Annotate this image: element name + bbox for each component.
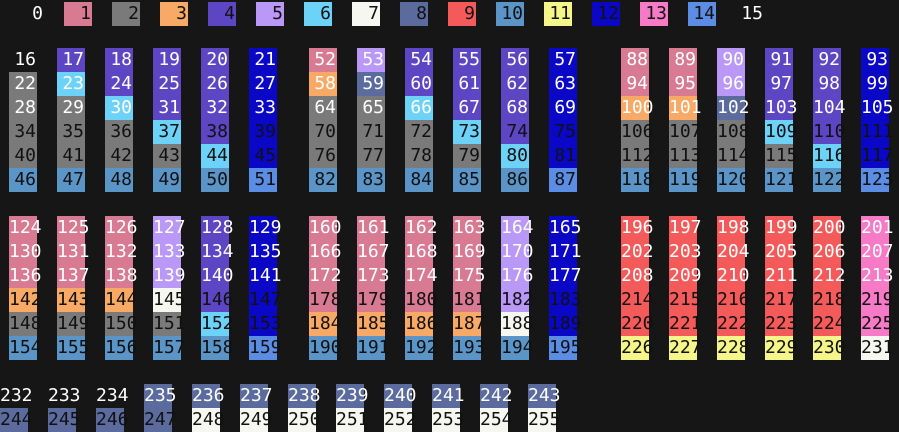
cube-color-cell: 122: [813, 169, 846, 190]
cube-color-cell: 55: [453, 48, 481, 72]
cube-color-cell: 155: [57, 337, 90, 358]
cube-color-cell: 222: [717, 313, 750, 334]
grayscale-color-cell: 240: [384, 385, 417, 406]
grayscale-color-cell: 248: [192, 409, 225, 430]
grayscale-color-cell: 252: [384, 409, 417, 430]
grayscale-color-cell: 242: [480, 385, 513, 406]
cube-color-cell: 153: [249, 313, 282, 334]
cube-color-cell: 182: [501, 289, 534, 310]
cube-color-cell: 215: [669, 289, 702, 310]
cube-color-cell: 174: [405, 265, 438, 286]
system-color-cell: 12: [592, 2, 620, 26]
cube-color-cell: 151: [153, 313, 186, 334]
system-color-cell: 11: [544, 2, 572, 26]
cube-color-cell: 70: [309, 120, 337, 144]
cube-color-cell: 156: [105, 337, 138, 358]
cube-color-cell: 135: [249, 241, 282, 262]
cube-color-cell: 127: [153, 217, 186, 238]
system-color-cell: 8: [400, 2, 428, 26]
cube-color-cell: 214: [621, 289, 654, 310]
cube-color-cell: 44: [201, 144, 229, 168]
cube-color-cell: 59: [357, 72, 385, 96]
cube-color-cell: 115: [765, 145, 798, 166]
cube-color-cell: 84: [405, 168, 433, 192]
cube-color-cell: 97: [765, 72, 793, 96]
cube-color-cell: 106: [621, 121, 654, 142]
cube-color-cell: 201: [861, 217, 894, 238]
cube-color-cell: 197: [669, 217, 702, 238]
grayscale-color-cell: 243: [528, 385, 561, 406]
cube-color-cell: 149: [57, 313, 90, 334]
cube-color-cell: 173: [357, 265, 390, 286]
grayscale-color-cell: 238: [288, 385, 321, 406]
cube-color-cell: 75: [549, 120, 577, 144]
cube-color-cell: 188: [501, 313, 534, 334]
cube-color-cell: 231: [861, 337, 894, 358]
cube-color-cell: 62: [501, 72, 529, 96]
cube-color-cell: 116: [813, 145, 846, 166]
cube-color-cell: 21: [249, 48, 277, 72]
cube-color-cell: 95: [669, 72, 697, 96]
cube-color-cell: 42: [105, 144, 133, 168]
cube-color-cell: 45: [249, 144, 277, 168]
cube-color-cell: 132: [105, 241, 138, 262]
cube-color-cell: 67: [453, 96, 481, 120]
cube-color-cell: 140: [201, 265, 234, 286]
cube-color-cell: 194: [501, 337, 534, 358]
cube-color-cell: 20: [201, 48, 229, 72]
cube-color-cell: 32: [201, 96, 229, 120]
cube-color-cell: 229: [765, 337, 798, 358]
cube-color-cell: 219: [861, 289, 894, 310]
cube-color-cell: 34: [9, 120, 37, 144]
cube-color-cell: 113: [669, 145, 702, 166]
cube-color-cell: 49: [153, 168, 181, 192]
cube-color-cell: 110: [813, 121, 846, 142]
system-color-cell: 0: [16, 2, 44, 26]
system-color-cell: 1: [64, 2, 92, 26]
grayscale-color-cell: 233: [48, 385, 81, 406]
cube-color-cell: 31: [153, 96, 181, 120]
cube-color-cell: 136: [9, 265, 42, 286]
cube-color-cell: 102: [717, 97, 750, 118]
cube-color-cell: 150: [105, 313, 138, 334]
cube-color-cell: 52: [309, 48, 337, 72]
cube-color-cell: 112: [621, 145, 654, 166]
cube-color-cell: 189: [549, 313, 582, 334]
cube-color-cell: 65: [357, 96, 385, 120]
cube-color-cell: 83: [357, 168, 385, 192]
cube-color-cell: 130: [9, 241, 42, 262]
cube-color-cell: 54: [405, 48, 433, 72]
cube-color-cell: 27: [249, 72, 277, 96]
cube-color-cell: 17: [57, 48, 85, 72]
cube-color-cell: 206: [813, 241, 846, 262]
cube-color-cell: 193: [453, 337, 486, 358]
cube-color-cell: 175: [453, 265, 486, 286]
cube-color-cell: 104: [813, 97, 846, 118]
system-color-cell: 9: [448, 2, 476, 26]
cube-color-cell: 46: [9, 168, 37, 192]
cube-color-cell: 202: [621, 241, 654, 262]
cube-color-cell: 125: [57, 217, 90, 238]
cube-color-cell: 90: [717, 48, 745, 72]
cube-color-cell: 114: [717, 145, 750, 166]
cube-color-cell: 138: [105, 265, 138, 286]
cube-color-cell: 19: [153, 48, 181, 72]
system-color-cell: 4: [208, 2, 236, 26]
cube-color-cell: 190: [309, 337, 342, 358]
cube-color-cell: 40: [9, 144, 37, 168]
cube-color-cell: 24: [105, 72, 133, 96]
cube-color-cell: 80: [501, 144, 529, 168]
cube-color-cell: 183: [549, 289, 582, 310]
cube-color-cell: 76: [309, 144, 337, 168]
cube-color-cell: 111: [861, 121, 894, 142]
cube-color-cell: 41: [57, 144, 85, 168]
cube-color-cell: 168: [405, 241, 438, 262]
cube-color-cell: 73: [453, 120, 481, 144]
cube-color-cell: 103: [765, 97, 798, 118]
cube-color-cell: 23: [57, 72, 85, 96]
cube-color-cell: 152: [201, 313, 234, 334]
cube-color-cell: 28: [9, 96, 37, 120]
cube-color-cell: 161: [357, 217, 390, 238]
cube-color-cell: 158: [201, 337, 234, 358]
cube-color-cell: 86: [501, 168, 529, 192]
cube-color-cell: 187: [453, 313, 486, 334]
cube-color-cell: 29: [57, 96, 85, 120]
cube-color-cell: 131: [57, 241, 90, 262]
cube-color-cell: 221: [669, 313, 702, 334]
system-color-cell: 3: [160, 2, 188, 26]
grayscale-color-cell: 236: [192, 385, 225, 406]
cube-color-cell: 154: [9, 337, 42, 358]
cube-color-cell: 57: [549, 48, 577, 72]
cube-color-cell: 159: [249, 337, 282, 358]
grayscale-color-cell: 254: [480, 409, 513, 430]
cube-color-cell: 107: [669, 121, 702, 142]
cube-color-cell: 220: [621, 313, 654, 334]
cube-color-cell: 96: [717, 72, 745, 96]
cube-color-cell: 185: [357, 313, 390, 334]
cube-color-cell: 212: [813, 265, 846, 286]
cube-color-cell: 172: [309, 265, 342, 286]
cube-color-cell: 77: [357, 144, 385, 168]
cube-color-cell: 26: [201, 72, 229, 96]
cube-color-cell: 203: [669, 241, 702, 262]
cube-color-cell: 133: [153, 241, 186, 262]
cube-color-cell: 171: [549, 241, 582, 262]
cube-color-cell: 179: [357, 289, 390, 310]
cube-color-cell: 176: [501, 265, 534, 286]
cube-color-cell: 128: [201, 217, 234, 238]
cube-color-cell: 213: [861, 265, 894, 286]
system-color-cell: 5: [256, 2, 284, 26]
cube-color-cell: 87: [549, 168, 577, 192]
cube-color-cell: 211: [765, 265, 798, 286]
cube-color-cell: 121: [765, 169, 798, 190]
cube-color-cell: 181: [453, 289, 486, 310]
cube-color-cell: 25: [153, 72, 181, 96]
cube-color-cell: 134: [201, 241, 234, 262]
cube-color-cell: 167: [357, 241, 390, 262]
cube-color-cell: 142: [9, 289, 42, 310]
cube-color-cell: 141: [249, 265, 282, 286]
cube-color-cell: 157: [153, 337, 186, 358]
cube-color-cell: 207: [861, 241, 894, 262]
grayscale-color-cell: 235: [144, 385, 177, 406]
cube-color-cell: 69: [549, 96, 577, 120]
cube-color-cell: 101: [669, 97, 702, 118]
cube-color-cell: 47: [57, 168, 85, 192]
cube-color-cell: 118: [621, 169, 654, 190]
cube-color-cell: 184: [309, 313, 342, 334]
cube-color-cell: 195: [549, 337, 582, 358]
cube-color-cell: 56: [501, 48, 529, 72]
cube-color-cell: 38: [201, 120, 229, 144]
grayscale-color-cell: 250: [288, 409, 321, 430]
cube-color-cell: 82: [309, 168, 337, 192]
cube-color-cell: 92: [813, 48, 841, 72]
cube-color-cell: 200: [813, 217, 846, 238]
cube-color-cell: 196: [621, 217, 654, 238]
grayscale-color-cell: 241: [432, 385, 465, 406]
cube-color-cell: 64: [309, 96, 337, 120]
cube-color-cell: 147: [249, 289, 282, 310]
cube-color-cell: 88: [621, 48, 649, 72]
system-color-cell: 15: [736, 2, 764, 26]
cube-color-cell: 199: [765, 217, 798, 238]
cube-color-cell: 108: [717, 121, 750, 142]
cube-color-cell: 63: [549, 72, 577, 96]
cube-color-cell: 169: [453, 241, 486, 262]
cube-color-cell: 71: [357, 120, 385, 144]
cube-color-cell: 210: [717, 265, 750, 286]
cube-color-cell: 225: [861, 313, 894, 334]
cube-color-cell: 146: [201, 289, 234, 310]
cube-color-cell: 198: [717, 217, 750, 238]
cube-color-cell: 216: [717, 289, 750, 310]
cube-color-cell: 208: [621, 265, 654, 286]
cube-color-cell: 85: [453, 168, 481, 192]
cube-color-cell: 81: [549, 144, 577, 168]
cube-color-cell: 209: [669, 265, 702, 286]
cube-color-cell: 100: [621, 97, 654, 118]
cube-color-cell: 177: [549, 265, 582, 286]
cube-color-cell: 36: [105, 120, 133, 144]
cube-color-cell: 37: [153, 120, 181, 144]
cube-color-cell: 163: [453, 217, 486, 238]
grayscale-color-cell: 234: [96, 385, 129, 406]
cube-color-cell: 78: [405, 144, 433, 168]
cube-color-cell: 58: [309, 72, 337, 96]
cube-color-cell: 186: [405, 313, 438, 334]
cube-color-cell: 226: [621, 337, 654, 358]
cube-color-cell: 218: [813, 289, 846, 310]
cube-color-cell: 72: [405, 120, 433, 144]
cube-color-cell: 124: [9, 217, 42, 238]
cube-color-cell: 162: [405, 217, 438, 238]
cube-color-cell: 18: [105, 48, 133, 72]
cube-color-cell: 224: [813, 313, 846, 334]
cube-color-cell: 192: [405, 337, 438, 358]
system-color-cell: 7: [352, 2, 380, 26]
cube-color-cell: 166: [309, 241, 342, 262]
cube-color-cell: 123: [861, 169, 894, 190]
cube-color-cell: 180: [405, 289, 438, 310]
cube-color-cell: 139: [153, 265, 186, 286]
cube-color-cell: 22: [9, 72, 37, 96]
cube-color-cell: 137: [57, 265, 90, 286]
cube-color-cell: 145: [153, 289, 186, 310]
cube-color-cell: 91: [765, 48, 793, 72]
system-color-cell: 6: [304, 2, 332, 26]
cube-color-cell: 94: [621, 72, 649, 96]
cube-color-cell: 98: [813, 72, 841, 96]
cube-color-cell: 178: [309, 289, 342, 310]
grayscale-color-cell: 255: [528, 409, 561, 430]
cube-color-cell: 191: [357, 337, 390, 358]
grayscale-color-cell: 247: [144, 409, 177, 430]
system-color-cell: 2: [112, 2, 140, 26]
grayscale-color-cell: 237: [240, 385, 273, 406]
cube-color-cell: 160: [309, 217, 342, 238]
grayscale-color-cell: 239: [336, 385, 369, 406]
cube-color-cell: 61: [453, 72, 481, 96]
cube-color-cell: 48: [105, 168, 133, 192]
cube-color-cell: 227: [669, 337, 702, 358]
cube-color-cell: 230: [813, 337, 846, 358]
cube-color-cell: 217: [765, 289, 798, 310]
cube-color-cell: 144: [105, 289, 138, 310]
grayscale-color-cell: 251: [336, 409, 369, 430]
grayscale-color-cell: 232: [0, 385, 33, 406]
cube-color-cell: 165: [549, 217, 582, 238]
grayscale-color-cell: 244: [0, 409, 33, 430]
cube-color-cell: 35: [57, 120, 85, 144]
cube-color-cell: 51: [249, 168, 277, 192]
cube-color-cell: 68: [501, 96, 529, 120]
system-color-cell: 14: [688, 2, 716, 26]
cube-color-cell: 120: [717, 169, 750, 190]
cube-color-cell: 99: [861, 72, 889, 96]
cube-color-cell: 93: [861, 48, 889, 72]
cube-color-cell: 223: [765, 313, 798, 334]
cube-color-cell: 228: [717, 337, 750, 358]
cube-color-cell: 204: [717, 241, 750, 262]
cube-color-cell: 143: [57, 289, 90, 310]
system-color-cell: 10: [496, 2, 524, 26]
grayscale-color-cell: 249: [240, 409, 273, 430]
cube-color-cell: 74: [501, 120, 529, 144]
system-color-cell: 13: [640, 2, 668, 26]
cube-color-cell: 60: [405, 72, 433, 96]
cube-color-cell: 66: [405, 96, 433, 120]
cube-color-cell: 117: [861, 145, 894, 166]
cube-color-cell: 53: [357, 48, 385, 72]
cube-color-cell: 164: [501, 217, 534, 238]
cube-color-cell: 79: [453, 144, 481, 168]
cube-color-cell: 129: [249, 217, 282, 238]
cube-color-cell: 89: [669, 48, 697, 72]
cube-color-cell: 43: [153, 144, 181, 168]
cube-color-cell: 50: [201, 168, 229, 192]
grayscale-color-cell: 245: [48, 409, 81, 430]
cube-color-cell: 205: [765, 241, 798, 262]
cube-color-cell: 33: [249, 96, 277, 120]
cube-color-cell: 119: [669, 169, 702, 190]
cube-color-cell: 126: [105, 217, 138, 238]
grayscale-color-cell: 253: [432, 409, 465, 430]
cube-color-cell: 109: [765, 121, 798, 142]
cube-color-cell: 16: [9, 48, 37, 72]
cube-color-cell: 170: [501, 241, 534, 262]
cube-color-cell: 30: [105, 96, 133, 120]
cube-color-cell: 148: [9, 313, 42, 334]
cube-color-cell: 105: [861, 97, 894, 118]
grayscale-color-cell: 246: [96, 409, 129, 430]
cube-color-cell: 39: [249, 120, 277, 144]
